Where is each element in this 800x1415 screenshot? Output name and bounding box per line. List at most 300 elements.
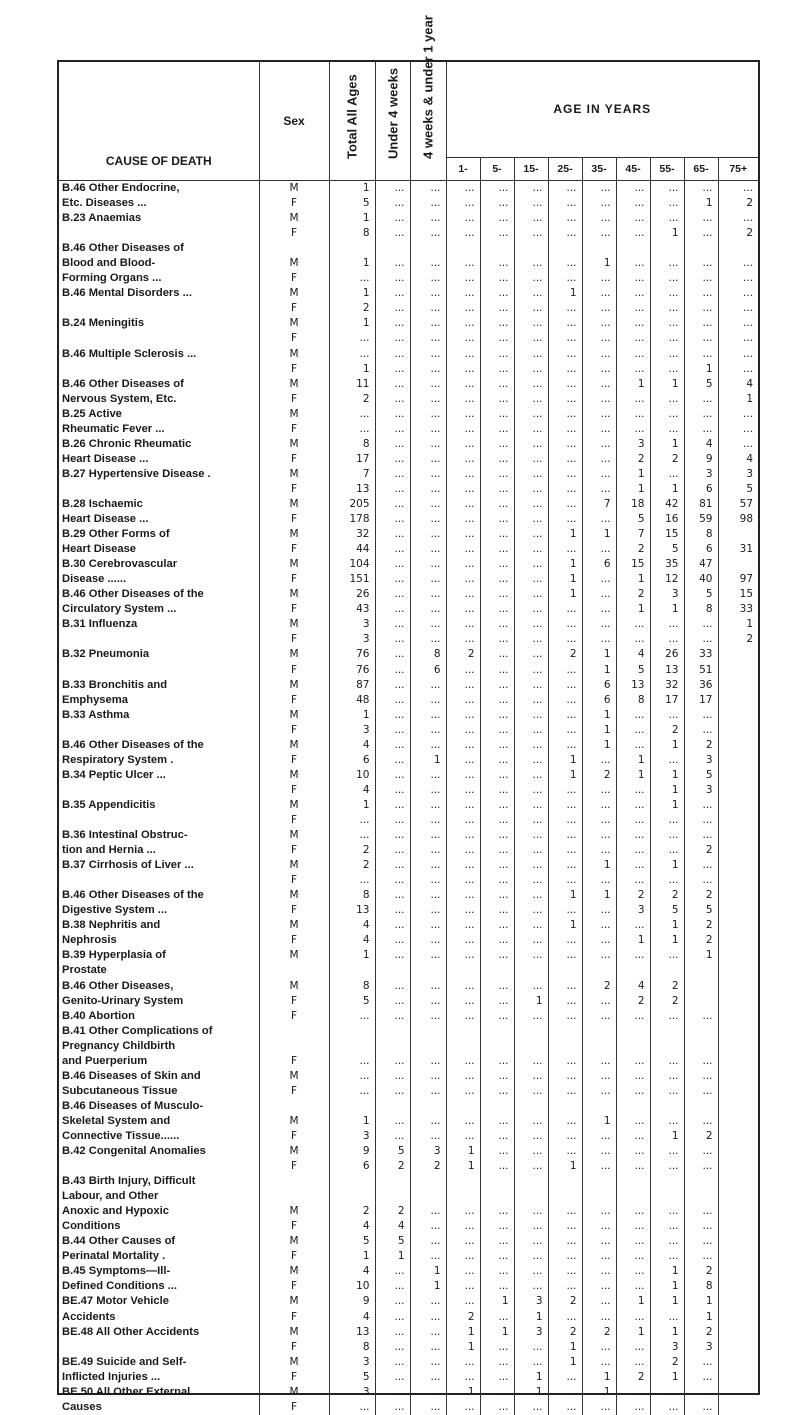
- table-row: [59, 858, 758, 873]
- cause-cell: Circulatory System ...: [62, 603, 177, 616]
- cause-cell: [59, 723, 259, 738]
- sex-cell: M: [259, 557, 329, 572]
- value-cell: ...: [514, 256, 548, 271]
- value-cell: [329, 1039, 375, 1054]
- value-cell: [582, 1099, 616, 1114]
- value-cell: [718, 948, 758, 963]
- value-cell: 4: [684, 437, 718, 452]
- value-cell: ...: [375, 753, 410, 768]
- value-cell: 1: [582, 1370, 616, 1385]
- cause-cell: Skeletal System and: [62, 1114, 171, 1127]
- table-row: [59, 978, 758, 993]
- value-cell: ...: [446, 557, 480, 572]
- value-cell: ...: [582, 813, 616, 828]
- value-cell: 76: [329, 647, 375, 662]
- value-cell: 1: [514, 1310, 548, 1325]
- value-cell: [718, 738, 758, 753]
- value-cell: 5: [329, 196, 375, 211]
- value-cell: ...: [582, 542, 616, 557]
- value-cell: ...: [582, 407, 616, 422]
- value-cell: 1: [548, 557, 582, 572]
- value-cell: ...: [410, 828, 446, 843]
- value-cell: ...: [718, 286, 758, 301]
- value-cell: ...: [446, 331, 480, 346]
- value-cell: ...: [718, 407, 758, 422]
- value-cell: 1: [684, 948, 718, 963]
- value-cell: 1: [650, 437, 684, 452]
- sex-cell: F: [259, 1159, 329, 1174]
- value-cell: ...: [446, 407, 480, 422]
- value-cell: ...: [446, 211, 480, 226]
- value-cell: 1: [329, 1114, 375, 1129]
- value-cell: [446, 1189, 480, 1204]
- value-cell: 1: [582, 256, 616, 271]
- value-cell: ...: [548, 858, 582, 873]
- value-cell: ...: [446, 738, 480, 753]
- value-cell: ...: [514, 738, 548, 753]
- value-cell: ...: [410, 482, 446, 497]
- value-cell: 1: [329, 1249, 375, 1264]
- value-cell: ...: [410, 377, 446, 392]
- value-cell: ...: [616, 1009, 650, 1024]
- value-cell: ...: [410, 918, 446, 933]
- value-cell: ...: [446, 933, 480, 948]
- value-cell: ...: [329, 347, 375, 362]
- value-cell: ...: [375, 723, 410, 738]
- table-row: [59, 753, 758, 768]
- value-cell: ...: [582, 286, 616, 301]
- value-cell: ...: [582, 1400, 616, 1415]
- value-cell: ...: [375, 873, 410, 888]
- value-cell: ...: [410, 632, 446, 647]
- value-cell: ...: [582, 1264, 616, 1279]
- table-row: [59, 1189, 758, 1204]
- value-cell: 1: [329, 286, 375, 301]
- value-cell: 5: [684, 903, 718, 918]
- value-cell: ...: [548, 843, 582, 858]
- value-cell: [480, 963, 514, 978]
- value-cell: ...: [446, 858, 480, 873]
- cause-cell: tion and Hernia ...: [62, 844, 156, 857]
- cause-cell: B.46 Diseases of Skin and: [62, 1069, 201, 1082]
- value-cell: ...: [375, 301, 410, 316]
- table-row: [59, 994, 758, 1009]
- value-cell: ...: [410, 226, 446, 241]
- value-cell: ...: [514, 843, 548, 858]
- cause-cell: [59, 301, 259, 316]
- table-row: [59, 527, 758, 542]
- value-cell: ...: [329, 1054, 375, 1069]
- value-cell: ...: [548, 798, 582, 813]
- table-row: [59, 843, 758, 858]
- table-row: [59, 437, 758, 452]
- value-cell: ...: [650, 316, 684, 331]
- value-cell: 1: [410, 753, 446, 768]
- value-cell: [480, 1099, 514, 1114]
- sex-cell: F: [259, 873, 329, 888]
- value-cell: ...: [480, 858, 514, 873]
- value-cell: ...: [480, 888, 514, 903]
- value-cell: ...: [375, 226, 410, 241]
- value-cell: ...: [514, 181, 548, 197]
- value-cell: 2: [446, 647, 480, 662]
- value-cell: ...: [684, 422, 718, 437]
- cause-cell: [59, 783, 259, 798]
- value-cell: 4: [375, 1219, 410, 1234]
- value-cell: ...: [480, 1340, 514, 1355]
- value-cell: ...: [514, 377, 548, 392]
- value-cell: ...: [375, 362, 410, 377]
- value-cell: ...: [616, 1054, 650, 1069]
- sex-cell: M: [259, 497, 329, 512]
- value-cell: 5: [329, 1234, 375, 1249]
- value-cell: 8: [329, 1340, 375, 1355]
- value-cell: ...: [684, 798, 718, 813]
- table-row: [59, 347, 758, 362]
- value-cell: ...: [375, 377, 410, 392]
- sex-cell: M: [259, 437, 329, 452]
- table-row: [59, 1174, 758, 1189]
- value-cell: 1: [616, 482, 650, 497]
- table-row: [59, 1370, 758, 1385]
- value-cell: ...: [375, 828, 410, 843]
- value-cell: ...: [480, 542, 514, 557]
- value-cell: 87: [329, 678, 375, 693]
- value-cell: ...: [718, 316, 758, 331]
- value-cell: ...: [548, 271, 582, 286]
- value-cell: ...: [548, 693, 582, 708]
- sex-cell: [259, 963, 329, 978]
- table-row: [59, 1069, 758, 1084]
- value-cell: ...: [548, 903, 582, 918]
- value-cell: 1: [684, 1294, 718, 1309]
- value-cell: ...: [410, 392, 446, 407]
- value-cell: 4: [616, 647, 650, 662]
- value-cell: ...: [446, 587, 480, 602]
- value-cell: [548, 963, 582, 978]
- value-cell: [718, 1114, 758, 1129]
- value-cell: 32: [329, 527, 375, 542]
- value-cell: ...: [548, 226, 582, 241]
- value-cell: ...: [410, 211, 446, 226]
- value-cell: [718, 813, 758, 828]
- value-cell: ...: [548, 617, 582, 632]
- sex-cell: [259, 1174, 329, 1189]
- value-cell: ...: [480, 437, 514, 452]
- cause-cell: Digestive System ...: [62, 904, 168, 917]
- value-cell: 104: [329, 557, 375, 572]
- value-cell: ...: [480, 1114, 514, 1129]
- value-cell: 2: [375, 1159, 410, 1174]
- value-cell: 2: [718, 226, 758, 241]
- value-cell: 2: [650, 994, 684, 1009]
- cause-header: CAUSE OF DEATH: [59, 62, 259, 181]
- cause-cell: Accidents: [62, 1310, 116, 1323]
- value-cell: 32: [650, 678, 684, 693]
- value-cell: ...: [329, 331, 375, 346]
- value-cell: ...: [548, 663, 582, 678]
- value-cell: [718, 873, 758, 888]
- value-cell: ...: [480, 1400, 514, 1415]
- value-cell: 5: [616, 663, 650, 678]
- value-cell: ...: [684, 1114, 718, 1129]
- value-cell: ...: [480, 602, 514, 617]
- value-cell: [718, 678, 758, 693]
- value-cell: 9: [329, 1294, 375, 1309]
- age-header: 65-: [684, 157, 718, 180]
- cause-cell: Heart Disease ...: [62, 513, 149, 526]
- value-cell: 1: [548, 286, 582, 301]
- value-cell: ...: [582, 783, 616, 798]
- value-cell: ...: [548, 301, 582, 316]
- value-cell: ...: [480, 1264, 514, 1279]
- value-cell: [514, 1024, 548, 1039]
- value-cell: [616, 1024, 650, 1039]
- value-cell: ...: [375, 1054, 410, 1069]
- value-cell: 1: [329, 708, 375, 723]
- value-cell: ...: [548, 392, 582, 407]
- value-cell: ...: [582, 903, 616, 918]
- value-cell: 3: [329, 1129, 375, 1144]
- value-cell: 8: [329, 437, 375, 452]
- value-cell: ...: [548, 723, 582, 738]
- value-cell: ...: [446, 1114, 480, 1129]
- value-cell: ...: [410, 1009, 446, 1024]
- value-cell: ...: [480, 1355, 514, 1370]
- value-cell: ...: [514, 1279, 548, 1294]
- sex-cell: F: [259, 572, 329, 587]
- sex-cell: F: [259, 1084, 329, 1099]
- value-cell: ...: [410, 1084, 446, 1099]
- value-cell: 2: [650, 978, 684, 993]
- value-cell: ...: [684, 1054, 718, 1069]
- value-cell: ...: [616, 1084, 650, 1099]
- value-cell: ...: [480, 798, 514, 813]
- value-cell: 33: [718, 602, 758, 617]
- table-row: [59, 301, 758, 316]
- value-cell: 1: [514, 994, 548, 1009]
- cause-cell: B.46 Multiple Sclerosis ...: [62, 347, 197, 360]
- table-row: [59, 723, 758, 738]
- sex-cell: [259, 1039, 329, 1054]
- value-cell: ...: [582, 1009, 616, 1024]
- value-cell: ...: [480, 1370, 514, 1385]
- value-cell: ...: [375, 196, 410, 211]
- value-cell: ...: [375, 798, 410, 813]
- value-cell: ...: [410, 873, 446, 888]
- value-cell: ...: [375, 392, 410, 407]
- cause-cell: B.25 Active: [62, 407, 122, 420]
- value-cell: 1: [650, 1279, 684, 1294]
- value-cell: ...: [446, 467, 480, 482]
- value-cell: 26: [650, 647, 684, 662]
- value-cell: ...: [480, 948, 514, 963]
- cause-cell: Defined Conditions ...: [62, 1280, 177, 1293]
- value-cell: [718, 978, 758, 993]
- value-cell: ...: [514, 828, 548, 843]
- value-cell: ...: [514, 647, 548, 662]
- value-cell: [718, 843, 758, 858]
- table-row: [59, 663, 758, 678]
- cause-cell: B.46 Other Diseases of the: [62, 588, 204, 601]
- value-cell: [684, 963, 718, 978]
- value-cell: 1: [480, 1325, 514, 1340]
- cause-cell: BE.49 Suicide and Self-: [62, 1355, 187, 1368]
- value-cell: 2: [548, 647, 582, 662]
- value-cell: ...: [480, 226, 514, 241]
- value-cell: [718, 1310, 758, 1325]
- value-cell: ...: [446, 768, 480, 783]
- value-cell: 2: [684, 843, 718, 858]
- value-cell: [514, 241, 548, 256]
- value-cell: ...: [446, 1219, 480, 1234]
- cause-cell: Disease ......: [62, 573, 127, 586]
- value-cell: ...: [375, 422, 410, 437]
- value-cell: ...: [582, 301, 616, 316]
- value-cell: 3: [329, 723, 375, 738]
- cause-cell: Conditions: [62, 1220, 121, 1233]
- value-cell: ...: [480, 377, 514, 392]
- value-cell: [718, 828, 758, 843]
- value-cell: [718, 753, 758, 768]
- value-cell: ...: [480, 1159, 514, 1174]
- sex-cell: [259, 1024, 329, 1039]
- value-cell: [548, 1039, 582, 1054]
- value-cell: ...: [375, 271, 410, 286]
- value-cell: 2: [548, 1325, 582, 1340]
- sex-cell: M: [259, 587, 329, 602]
- value-cell: ...: [514, 1234, 548, 1249]
- value-cell: ...: [446, 783, 480, 798]
- sex-cell: F: [259, 813, 329, 828]
- cause-cell: Nephrosis: [62, 934, 117, 947]
- value-cell: ...: [684, 1370, 718, 1385]
- value-cell: ...: [446, 572, 480, 587]
- value-cell: 1: [650, 1129, 684, 1144]
- sex-cell: F: [259, 362, 329, 377]
- value-cell: ...: [480, 196, 514, 211]
- table-row: [59, 918, 758, 933]
- value-cell: [684, 241, 718, 256]
- value-cell: ...: [446, 632, 480, 647]
- value-cell: [548, 1174, 582, 1189]
- value-cell: ...: [514, 1249, 548, 1264]
- value-cell: ...: [514, 1204, 548, 1219]
- value-cell: ...: [684, 1144, 718, 1159]
- value-cell: ...: [480, 1129, 514, 1144]
- value-cell: ...: [684, 1385, 718, 1400]
- value-cell: 6: [684, 482, 718, 497]
- value-cell: ...: [514, 632, 548, 647]
- value-cell: [375, 1174, 410, 1189]
- cause-cell: B.42 Congenital Anomalies: [62, 1145, 206, 1158]
- value-cell: ...: [375, 858, 410, 873]
- value-cell: [616, 963, 650, 978]
- value-cell: ...: [446, 994, 480, 1009]
- cause-cell: [59, 482, 259, 497]
- value-cell: ...: [446, 888, 480, 903]
- value-cell: [329, 1174, 375, 1189]
- value-cell: ...: [480, 557, 514, 572]
- value-cell: ...: [616, 708, 650, 723]
- value-cell: ...: [410, 452, 446, 467]
- value-cell: 4: [329, 933, 375, 948]
- value-cell: ...: [514, 211, 548, 226]
- value-cell: ...: [548, 933, 582, 948]
- value-cell: [548, 1024, 582, 1039]
- value-cell: [718, 1039, 758, 1054]
- sex-cell: M: [259, 316, 329, 331]
- value-cell: ...: [548, 1370, 582, 1385]
- value-cell: ...: [582, 512, 616, 527]
- value-cell: [684, 978, 718, 993]
- value-cell: ...: [480, 1084, 514, 1099]
- value-cell: ...: [480, 1234, 514, 1249]
- value-cell: 1: [718, 617, 758, 632]
- value-cell: ...: [480, 933, 514, 948]
- value-cell: ...: [616, 1385, 650, 1400]
- value-cell: 1: [582, 738, 616, 753]
- sex-cell: M: [259, 1385, 329, 1400]
- value-cell: ...: [684, 1084, 718, 1099]
- value-cell: ...: [582, 632, 616, 647]
- table-row: [59, 377, 758, 392]
- value-cell: ...: [410, 738, 446, 753]
- value-cell: 3: [329, 1385, 375, 1400]
- value-cell: 5: [718, 482, 758, 497]
- value-cell: ...: [582, 482, 616, 497]
- value-cell: [410, 1024, 446, 1039]
- value-cell: 5: [616, 512, 650, 527]
- value-cell: ...: [616, 1159, 650, 1174]
- sex-cell: F: [259, 1249, 329, 1264]
- cause-cell: B.40 Abortion: [62, 1009, 135, 1022]
- value-cell: ...: [410, 316, 446, 331]
- value-cell: ...: [480, 903, 514, 918]
- value-cell: [718, 1385, 758, 1400]
- value-cell: 1: [446, 1144, 480, 1159]
- value-cell: ...: [375, 978, 410, 993]
- sex-cell: F: [259, 271, 329, 286]
- value-cell: ...: [548, 1249, 582, 1264]
- value-cell: ...: [410, 994, 446, 1009]
- value-cell: [616, 1099, 650, 1114]
- value-cell: 2: [446, 1310, 480, 1325]
- sex-cell: F: [259, 1370, 329, 1385]
- value-cell: ...: [650, 211, 684, 226]
- value-cell: ...: [582, 1069, 616, 1084]
- value-cell: ...: [446, 181, 480, 197]
- value-cell: ...: [410, 572, 446, 587]
- value-cell: ...: [375, 482, 410, 497]
- value-cell: ...: [446, 256, 480, 271]
- value-cell: [582, 1174, 616, 1189]
- value-cell: ...: [548, 1144, 582, 1159]
- value-cell: ...: [375, 497, 410, 512]
- value-cell: 2: [684, 1129, 718, 1144]
- value-cell: ...: [410, 602, 446, 617]
- value-cell: ...: [514, 1144, 548, 1159]
- value-cell: [718, 963, 758, 978]
- value-cell: 2: [718, 632, 758, 647]
- value-cell: ...: [410, 1370, 446, 1385]
- value-cell: 1: [616, 768, 650, 783]
- value-cell: 31: [718, 542, 758, 557]
- value-cell: ...: [410, 542, 446, 557]
- value-cell: ...: [650, 1310, 684, 1325]
- value-cell: ...: [375, 693, 410, 708]
- value-cell: 2: [684, 1325, 718, 1340]
